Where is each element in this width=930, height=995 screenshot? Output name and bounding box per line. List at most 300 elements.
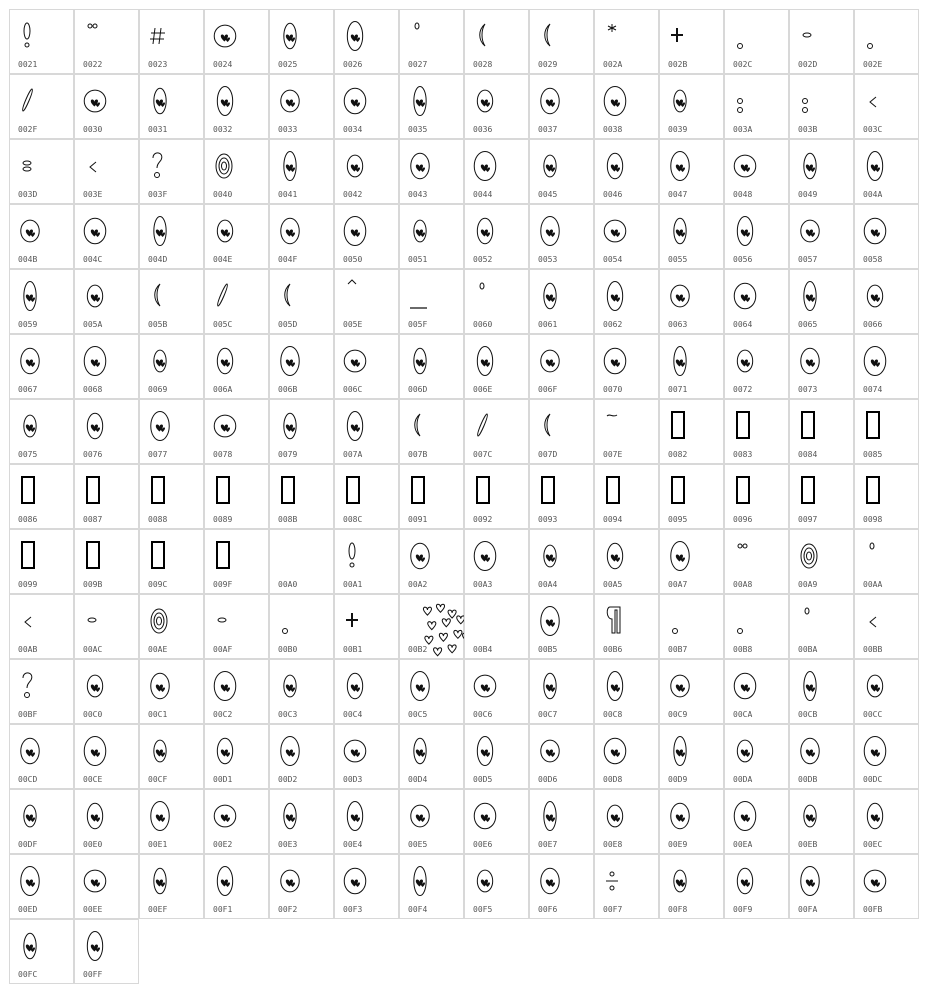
glyph-sample — [669, 83, 691, 117]
glyph-sample — [799, 278, 821, 312]
glyph-sample — [864, 408, 886, 442]
glyph-sample — [214, 278, 236, 312]
glyph-sample — [149, 213, 171, 247]
glyph-sample — [474, 733, 496, 767]
glyph-sample — [19, 733, 41, 767]
glyph-sample — [149, 408, 171, 442]
glyph-sample — [864, 148, 886, 182]
glyph-code-label: 0077 — [148, 450, 168, 459]
glyph-sample — [279, 343, 301, 377]
glyph-sample — [19, 213, 41, 247]
glyph-sample — [604, 603, 626, 637]
glyph-cell — [9, 269, 74, 334]
glyph-cell — [529, 269, 594, 334]
glyph-sample — [474, 538, 496, 572]
glyph-sample — [279, 538, 301, 572]
glyph-code-label: 0091 — [408, 515, 428, 524]
glyph-sample — [864, 863, 886, 897]
glyph-cell — [789, 594, 854, 659]
glyph-sample — [539, 798, 561, 832]
glyph-cell — [74, 334, 139, 399]
glyph-cell — [529, 724, 594, 789]
glyph-cell — [139, 789, 204, 854]
glyph-code-label: 003E — [83, 190, 103, 199]
glyph-sample — [149, 798, 171, 832]
glyph-code-label: 0054 — [603, 255, 623, 264]
glyph-cell — [594, 724, 659, 789]
glyph-code-label: 00DF — [18, 840, 38, 849]
glyph-sample — [864, 733, 886, 767]
glyph-cell — [139, 854, 204, 919]
glyph-sample — [864, 668, 886, 702]
glyph-code-label: 00C1 — [148, 710, 168, 719]
glyph-sample — [734, 343, 756, 377]
glyph-code-label: 005B — [148, 320, 168, 329]
glyph-cell — [334, 854, 399, 919]
glyph-sample — [279, 213, 301, 247]
glyph-sample — [734, 148, 756, 182]
glyph-cell — [659, 204, 724, 269]
glyph-sample — [84, 408, 106, 442]
glyph-code-label: 005C — [213, 320, 233, 329]
glyph-code-label: 0043 — [408, 190, 428, 199]
glyph-sample — [474, 603, 496, 637]
glyph-sample — [734, 668, 756, 702]
glyph-code-label: 004D — [148, 255, 168, 264]
glyph-sample — [474, 148, 496, 182]
glyph-code-label: 0050 — [343, 255, 363, 264]
glyph-code-label: 00FA — [798, 905, 818, 914]
glyph-code-label: 0055 — [668, 255, 688, 264]
glyph-sample — [604, 83, 626, 117]
glyph-sample — [604, 18, 626, 52]
glyph-sample — [344, 668, 366, 702]
glyph-cell — [9, 594, 74, 659]
glyph-code-label: 0028 — [473, 60, 493, 69]
glyph-sample — [799, 408, 821, 442]
glyph-sample — [279, 733, 301, 767]
glyph-sample — [149, 863, 171, 897]
glyph-cell — [399, 139, 464, 204]
glyph-cell — [74, 594, 139, 659]
glyph-sample — [84, 798, 106, 832]
glyph-sample — [214, 603, 236, 637]
glyph-code-label: 00FC — [18, 970, 38, 979]
glyph-code-label: 0035 — [408, 125, 428, 134]
glyph-sample — [539, 148, 561, 182]
glyph-code-label: 00B0 — [278, 645, 298, 654]
glyph-sample — [344, 798, 366, 832]
glyph-sample — [344, 408, 366, 442]
glyph-sample — [344, 83, 366, 117]
glyph-cell — [724, 529, 789, 594]
glyph-cell — [9, 529, 74, 594]
glyph-code-label: 002C — [733, 60, 753, 69]
glyph-sample — [409, 148, 431, 182]
glyph-sample — [84, 343, 106, 377]
glyph-sample — [214, 148, 236, 182]
glyph-cell — [74, 854, 139, 919]
glyph-cell — [854, 464, 919, 529]
glyph-sample — [19, 408, 41, 442]
glyph-code-label: 00E3 — [278, 840, 298, 849]
glyph-code-label: 00A7 — [668, 580, 688, 589]
glyph-code-label: 009F — [213, 580, 233, 589]
glyph-cell — [269, 529, 334, 594]
glyph-code-label: 00B7 — [668, 645, 688, 654]
glyph-cell — [269, 399, 334, 464]
glyph-code-label: 003F — [148, 190, 168, 199]
glyph-sample — [864, 213, 886, 247]
glyph-code-label: 00E0 — [83, 840, 103, 849]
glyph-cell — [139, 464, 204, 529]
glyph-cell — [139, 334, 204, 399]
glyph-code-label: 00EB — [798, 840, 818, 849]
glyph-code-label: 008B — [278, 515, 298, 524]
glyph-sample — [409, 213, 431, 247]
glyph-sample — [539, 473, 561, 507]
glyph-sample — [409, 603, 431, 637]
glyph-sample — [669, 343, 691, 377]
glyph-cell — [204, 269, 269, 334]
glyph-cell — [724, 464, 789, 529]
glyph-sample — [149, 473, 171, 507]
glyph-sample — [344, 538, 366, 572]
glyph-cell — [464, 594, 529, 659]
glyph-sample — [214, 668, 236, 702]
glyph-cell — [854, 139, 919, 204]
glyph-cell — [334, 9, 399, 74]
glyph-sample — [279, 148, 301, 182]
glyph-code-label: 00EC — [863, 840, 883, 849]
glyph-sample — [539, 213, 561, 247]
glyph-code-label: 00E1 — [148, 840, 168, 849]
glyph-code-label: 00A9 — [798, 580, 818, 589]
glyph-code-label: 00A2 — [408, 580, 428, 589]
glyph-sample — [19, 668, 41, 702]
glyph-sample — [734, 863, 756, 897]
glyph-code-label: 0059 — [18, 320, 38, 329]
glyph-cell — [74, 464, 139, 529]
glyph-cell — [269, 334, 334, 399]
glyph-code-label: 0027 — [408, 60, 428, 69]
glyph-code-label: 007A — [343, 450, 363, 459]
glyph-cell — [529, 854, 594, 919]
glyph-cell — [74, 74, 139, 139]
glyph-cell — [594, 269, 659, 334]
glyph-cell — [789, 399, 854, 464]
glyph-code-label: 0074 — [863, 385, 883, 394]
glyph-sample — [539, 83, 561, 117]
glyph-sample — [409, 473, 431, 507]
glyph-code-label: 0064 — [733, 320, 753, 329]
glyph-code-label: 003A — [733, 125, 753, 134]
glyph-cell — [334, 399, 399, 464]
glyph-sample — [669, 278, 691, 312]
glyph-cell — [204, 529, 269, 594]
glyph-cell — [854, 9, 919, 74]
glyph-sample — [344, 863, 366, 897]
glyph-code-label: 0087 — [83, 515, 103, 524]
glyph-cell — [659, 594, 724, 659]
glyph-code-label: 0092 — [473, 515, 493, 524]
glyph-cell — [269, 789, 334, 854]
glyph-code-label: 00D3 — [343, 775, 363, 784]
glyph-cell — [204, 9, 269, 74]
glyph-sample — [669, 148, 691, 182]
glyph-code-label: 00CF — [148, 775, 168, 784]
glyph-cell — [789, 789, 854, 854]
glyph-sample — [409, 278, 431, 312]
glyph-sample — [799, 213, 821, 247]
glyph-cell — [139, 724, 204, 789]
glyph-code-label: 00D2 — [278, 775, 298, 784]
glyph-sample — [474, 473, 496, 507]
glyph-code-label: 0032 — [213, 125, 233, 134]
glyph-sample — [734, 538, 756, 572]
glyph-code-label: 00BF — [18, 710, 38, 719]
glyph-cell — [269, 464, 334, 529]
glyph-sample — [799, 18, 821, 52]
glyph-code-label: 007C — [473, 450, 493, 459]
glyph-sample — [539, 408, 561, 442]
glyph-code-label: 00DC — [863, 775, 883, 784]
glyph-code-label: 0086 — [18, 515, 38, 524]
glyph-cell — [74, 139, 139, 204]
glyph-code-label: 006B — [278, 385, 298, 394]
glyph-sample — [84, 83, 106, 117]
glyph-sample — [19, 928, 41, 962]
glyph-code-label: 00C4 — [343, 710, 363, 719]
glyph-code-label: 0037 — [538, 125, 558, 134]
glyph-cell — [854, 529, 919, 594]
glyph-cell — [659, 464, 724, 529]
glyph-sample — [409, 408, 431, 442]
glyph-code-label: 005E — [343, 320, 363, 329]
glyph-cell — [9, 204, 74, 269]
glyph-cell — [334, 724, 399, 789]
glyph-sample — [864, 473, 886, 507]
glyph-code-label: 00B5 — [538, 645, 558, 654]
glyph-code-label: 0030 — [83, 125, 103, 134]
glyph-sample — [669, 668, 691, 702]
glyph-sample — [474, 863, 496, 897]
glyph-sample — [604, 538, 626, 572]
glyph-code-label: 00A0 — [278, 580, 298, 589]
glyph-cell — [334, 529, 399, 594]
glyph-code-label: 006E — [473, 385, 493, 394]
glyph-cell — [724, 204, 789, 269]
glyph-cell — [399, 204, 464, 269]
glyph-code-label: 004A — [863, 190, 883, 199]
glyph-code-label: 00AB — [18, 645, 38, 654]
glyph-sample — [19, 603, 41, 637]
glyph-code-label: 0097 — [798, 515, 818, 524]
glyph-sample — [604, 473, 626, 507]
glyph-code-label: 0045 — [538, 190, 558, 199]
glyph-cell — [854, 334, 919, 399]
glyph-code-label: 0039 — [668, 125, 688, 134]
glyph-code-label: 006A — [213, 385, 233, 394]
glyph-code-label: 0068 — [83, 385, 103, 394]
glyph-code-label: 004C — [83, 255, 103, 264]
glyph-sample — [669, 473, 691, 507]
glyph-cell — [464, 464, 529, 529]
glyph-code-label: 003C — [863, 125, 883, 134]
glyph-code-label: 00E2 — [213, 840, 233, 849]
glyph-sample — [214, 83, 236, 117]
glyph-sample — [864, 18, 886, 52]
glyph-code-label: 007D — [538, 450, 558, 459]
glyph-code-label: 00F4 — [408, 905, 428, 914]
glyph-code-label: 00FF — [83, 970, 103, 979]
glyph-cell — [74, 399, 139, 464]
glyph-code-label: 00F3 — [343, 905, 363, 914]
glyph-sample — [799, 668, 821, 702]
glyph-sample — [19, 83, 41, 117]
glyph-cell — [399, 529, 464, 594]
glyph-code-label: 00F9 — [733, 905, 753, 914]
glyph-code-label: 00BB — [863, 645, 883, 654]
glyph-cell — [789, 464, 854, 529]
glyph-cell — [74, 269, 139, 334]
glyph-code-label: 00C6 — [473, 710, 493, 719]
glyph-cell — [594, 594, 659, 659]
glyph-sample — [214, 343, 236, 377]
glyph-code-label: 004F — [278, 255, 298, 264]
glyph-cell — [789, 659, 854, 724]
glyph-cell — [204, 854, 269, 919]
glyph-sample — [19, 18, 41, 52]
glyph-cell — [269, 594, 334, 659]
glyph-cell — [789, 529, 854, 594]
glyph-sample — [279, 18, 301, 52]
glyph-cell — [204, 334, 269, 399]
glyph-code-label: 0094 — [603, 515, 623, 524]
glyph-cell — [334, 139, 399, 204]
glyph-sample — [799, 863, 821, 897]
glyph-sample — [734, 798, 756, 832]
glyph-sample — [409, 668, 431, 702]
glyph-cell — [789, 854, 854, 919]
glyph-sample — [604, 863, 626, 897]
glyph-code-label: 0062 — [603, 320, 623, 329]
glyph-code-label: 0089 — [213, 515, 233, 524]
glyph-code-label: 0038 — [603, 125, 623, 134]
glyph-cell — [74, 204, 139, 269]
glyph-code-label: 00E5 — [408, 840, 428, 849]
glyph-sample — [84, 928, 106, 962]
glyph-code-label: 0056 — [733, 255, 753, 264]
glyph-code-label: 00F2 — [278, 905, 298, 914]
glyph-cell — [334, 659, 399, 724]
glyph-cell — [594, 399, 659, 464]
glyph-code-label: 0034 — [343, 125, 363, 134]
glyph-cell — [789, 204, 854, 269]
glyph-code-label: 0031 — [148, 125, 168, 134]
glyph-cell — [464, 9, 529, 74]
glyph-sample — [84, 603, 106, 637]
glyph-cell — [399, 269, 464, 334]
glyph-sample — [279, 473, 301, 507]
glyph-cell — [399, 854, 464, 919]
glyph-code-label: 00AA — [863, 580, 883, 589]
glyph-cell — [724, 854, 789, 919]
glyph-cell — [594, 659, 659, 724]
glyph-cell — [269, 204, 334, 269]
glyph-cell — [464, 399, 529, 464]
glyph-cell — [9, 9, 74, 74]
glyph-code-label: 00F5 — [473, 905, 493, 914]
glyph-cell — [399, 399, 464, 464]
glyph-cell — [789, 139, 854, 204]
glyph-code-label: 00E4 — [343, 840, 363, 849]
glyph-code-label: 002B — [668, 60, 688, 69]
glyph-cell — [334, 269, 399, 334]
glyph-sample — [474, 18, 496, 52]
glyph-code-label: 004E — [213, 255, 233, 264]
glyph-code-label: 00E7 — [538, 840, 558, 849]
glyph-cell — [204, 139, 269, 204]
glyph-cell — [204, 204, 269, 269]
glyph-sample — [84, 213, 106, 247]
glyph-sample — [409, 343, 431, 377]
glyph-sample — [799, 473, 821, 507]
glyph-cell — [399, 464, 464, 529]
glyph-code-label: 0083 — [733, 450, 753, 459]
glyph-cell — [594, 204, 659, 269]
glyph-cell — [399, 724, 464, 789]
glyph-cell — [269, 74, 334, 139]
glyph-code-label: 005F — [408, 320, 428, 329]
glyph-code-label: 006C — [343, 385, 363, 394]
glyph-code-label: 0051 — [408, 255, 428, 264]
glyph-cell — [9, 74, 74, 139]
glyph-sample — [214, 538, 236, 572]
glyph-code-label: 00CA — [733, 710, 753, 719]
glyph-code-label: 002F — [18, 125, 38, 134]
glyph-sample — [149, 603, 171, 637]
glyph-code-label: 0069 — [148, 385, 168, 394]
glyph-cell — [204, 659, 269, 724]
glyph-code-label: 0024 — [213, 60, 233, 69]
glyph-code-label: 0046 — [603, 190, 623, 199]
glyph-sample — [734, 278, 756, 312]
glyph-cell — [399, 9, 464, 74]
glyph-cell — [74, 529, 139, 594]
glyph-sample — [539, 668, 561, 702]
glyph-code-label: 00EA — [733, 840, 753, 849]
glyph-sample — [149, 18, 171, 52]
glyph-sample — [279, 603, 301, 637]
glyph-sample — [474, 83, 496, 117]
glyph-cell — [9, 919, 74, 984]
glyph-sample — [19, 148, 41, 182]
glyph-sample — [84, 733, 106, 767]
glyph-cell — [659, 399, 724, 464]
glyph-cell — [659, 334, 724, 399]
glyph-code-label: 00D9 — [668, 775, 688, 784]
glyph-sample — [799, 798, 821, 832]
glyph-sample — [734, 733, 756, 767]
glyph-code-label: 00CE — [83, 775, 103, 784]
glyph-cell — [529, 464, 594, 529]
glyph-sample — [864, 603, 886, 637]
glyph-sample — [669, 538, 691, 572]
glyph-cell — [529, 9, 594, 74]
glyph-cell — [464, 74, 529, 139]
glyph-code-label: 0033 — [278, 125, 298, 134]
